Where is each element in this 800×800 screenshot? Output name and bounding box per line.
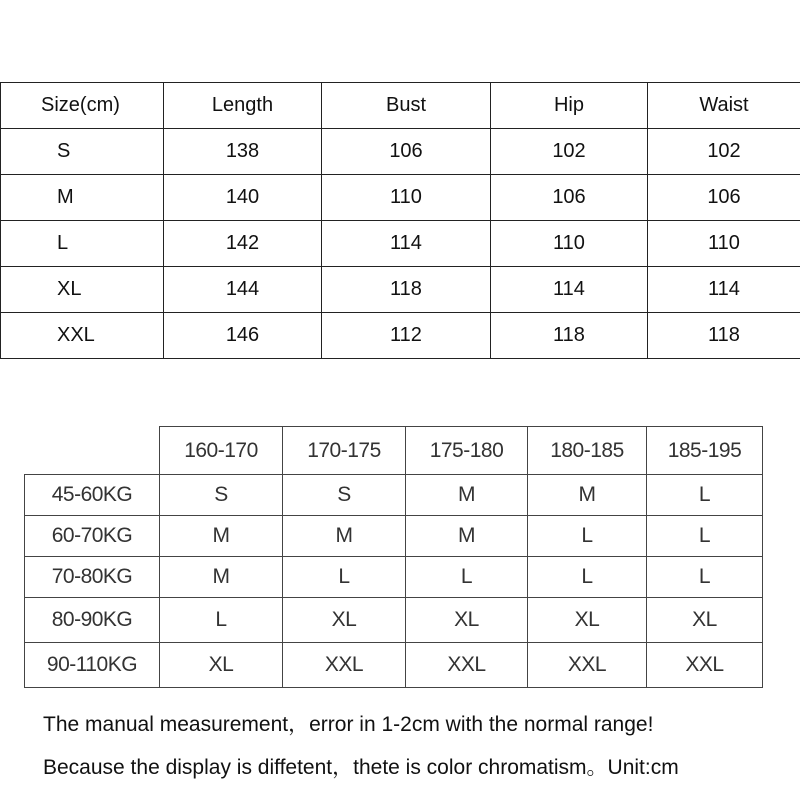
header-waist: Waist <box>648 83 800 129</box>
fit-size-cell: XL <box>647 598 763 643</box>
waist-value: 106 <box>648 175 800 221</box>
measurement-note: The manual measurement，error in 1-2cm with the normal range! <box>43 713 654 736</box>
height-range-header: 185-195 <box>647 427 763 475</box>
size-label: XXL <box>1 313 164 359</box>
fit-size-cell: L <box>528 516 647 557</box>
weight-range-label: 45-60KG <box>25 475 160 516</box>
table-row <box>1 175 800 221</box>
table-row <box>25 598 763 643</box>
fit-size-cell: XL <box>283 598 406 643</box>
height-range-header: 180-185 <box>528 427 647 475</box>
size-label: XL <box>1 267 164 313</box>
fit-size-cell: XXL <box>406 643 528 688</box>
waist-value: 102 <box>648 129 800 175</box>
length-value: 146 <box>164 313 322 359</box>
fit-size-cell: M <box>528 475 647 516</box>
fit-size-cell: XL <box>160 643 283 688</box>
table-row <box>1 129 800 175</box>
height-weight-fit-table <box>24 426 763 688</box>
fit-size-cell: L <box>647 557 763 598</box>
fit-size-cell: M <box>406 475 528 516</box>
fit-size-cell: L <box>647 475 763 516</box>
weight-range-label: 70-80KG <box>25 557 160 598</box>
table-row <box>1 267 800 313</box>
waist-value: 114 <box>648 267 800 313</box>
size-measurement-table <box>0 82 800 359</box>
fit-size-cell: L <box>406 557 528 598</box>
hip-value: 106 <box>491 175 648 221</box>
length-value: 140 <box>164 175 322 221</box>
bust-value: 114 <box>322 221 491 267</box>
fit-size-cell: L <box>283 557 406 598</box>
fit-size-cell: XXL <box>528 643 647 688</box>
fit-size-cell: XXL <box>647 643 763 688</box>
table-row <box>1 221 800 267</box>
bust-value: 110 <box>322 175 491 221</box>
fit-size-cell: S <box>283 475 406 516</box>
length-value: 142 <box>164 221 322 267</box>
weight-range-label: 90-110KG <box>25 643 160 688</box>
fit-size-cell: M <box>406 516 528 557</box>
blank-corner-cell <box>25 427 160 475</box>
header-length: Length <box>164 83 322 129</box>
size-label: M <box>1 175 164 221</box>
color-unit-note: Because the display is diffetent，thete is color chromatism。Unit:cm <box>43 756 679 779</box>
hip-value: 102 <box>491 129 648 175</box>
hip-value: 118 <box>491 313 648 359</box>
height-range-header: 170-175 <box>283 427 406 475</box>
height-range-header: 175-180 <box>406 427 528 475</box>
bust-value: 112 <box>322 313 491 359</box>
weight-range-label: 60-70KG <box>25 516 160 557</box>
size-label: S <box>1 129 164 175</box>
fit-size-cell: L <box>647 516 763 557</box>
waist-value: 110 <box>648 221 800 267</box>
fit-table-header-row <box>25 427 763 475</box>
bust-value: 106 <box>322 129 491 175</box>
fit-size-cell: XL <box>528 598 647 643</box>
fit-size-cell: XXL <box>283 643 406 688</box>
header-hip: Hip <box>491 83 648 129</box>
fit-size-cell: M <box>160 516 283 557</box>
fit-size-cell: XL <box>406 598 528 643</box>
bust-value: 118 <box>322 267 491 313</box>
length-value: 138 <box>164 129 322 175</box>
size-label: L <box>1 221 164 267</box>
fit-size-cell: S <box>160 475 283 516</box>
fit-size-cell: L <box>160 598 283 643</box>
table-row <box>1 313 800 359</box>
hip-value: 114 <box>491 267 648 313</box>
table-row <box>25 516 763 557</box>
weight-range-label: 80-90KG <box>25 598 160 643</box>
waist-value: 118 <box>648 313 800 359</box>
fit-size-cell: L <box>528 557 647 598</box>
fit-size-cell: M <box>160 557 283 598</box>
header-size: Size(cm) <box>1 83 164 129</box>
fit-size-cell: M <box>283 516 406 557</box>
table-row <box>25 475 763 516</box>
height-range-header: 160-170 <box>160 427 283 475</box>
length-value: 144 <box>164 267 322 313</box>
table-row <box>25 557 763 598</box>
size-table-header-row <box>1 83 800 129</box>
hip-value: 110 <box>491 221 648 267</box>
header-bust: Bust <box>322 83 491 129</box>
table-row <box>25 643 763 688</box>
